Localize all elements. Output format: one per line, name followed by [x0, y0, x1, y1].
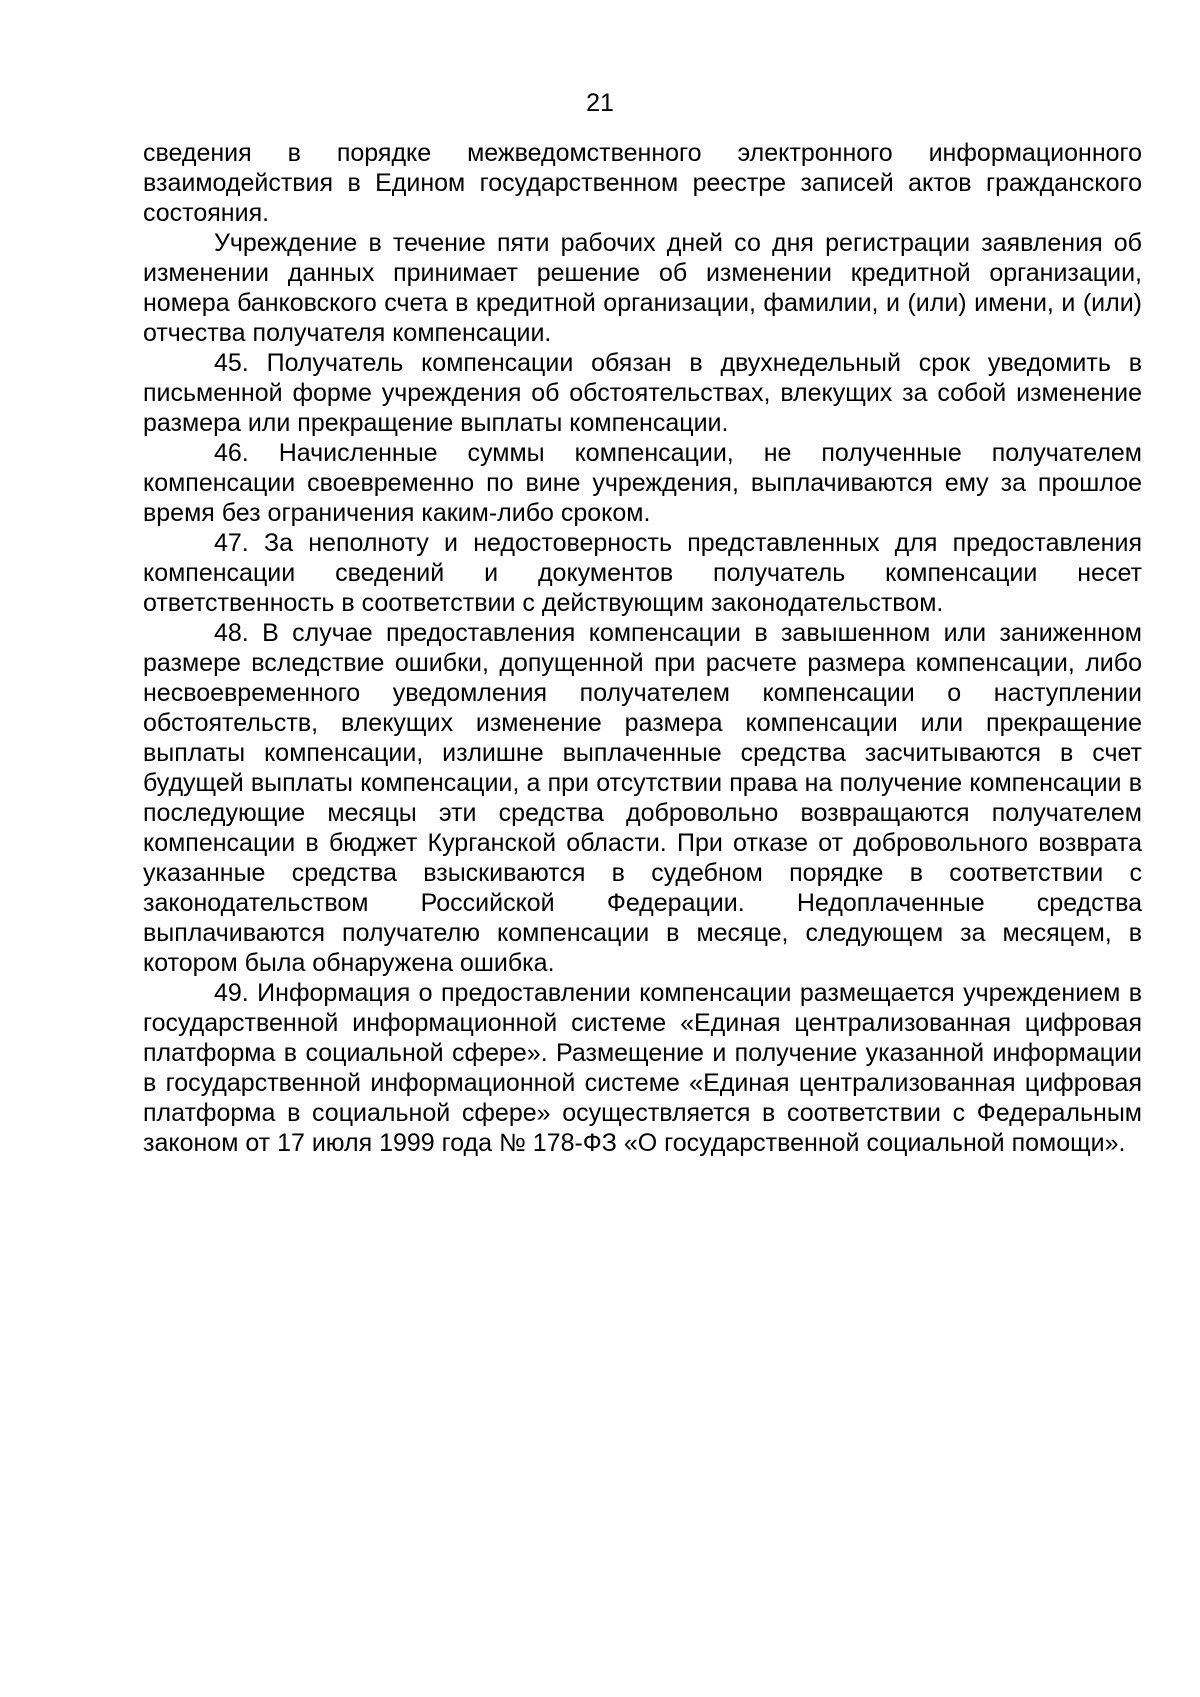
document-body: [143, 138, 1142, 1158]
page-number: 21: [586, 89, 614, 117]
paragraph-continuation: сведения в порядке межведомственного электронного информационного взаимодействия в Едином государственном реестре записей актов гражданского состояния.: [143, 139, 1142, 227]
paragraph-clause-48: 48. В случае предоставления компенсации в завышенном или заниженном размере вследствие ошибки, допущенной при расчете размера компенсации, либо несвоевременного уведомления получателем компенсации о наступлении обстоятельств, влекущих изменение размера компенсации или прекращение выплаты компенсации, излишне выплаченные средства засчитываются в счет будущей выплаты компенсации, а при отсутствии права на получение компенсации в последующие месяцы эти средства добровольно возвращаются получателем компенсации в бюджет Курганской области. При отказе от добровольного возврата указанные средства взыскиваются в судебном порядке в соответствии с законодательством Российской Федерации. Недоплаченные средства выплачиваются получателю компенсации в месяце, следующем за месяцем, в котором была обнаружена ошибка.: [143, 619, 1142, 977]
paragraph-clause-46: 46. Начисленные суммы компенсации, не полученные получателем компенсации своевременно по вине учреждения, выплачиваются ему за прошлое время без ограничения каким-либо сроком.: [143, 439, 1142, 527]
paragraph-clause-49: 49. Информация о предоставлении компенсации размещается учреждением в государственной информационной системе «Единая централизованная цифровая платформа в социальной сфере». Размещение и получение указанной информации в государственной информационной системе «Единая централизованная цифровая платформа в социальной сфере» осуществляется в соответствии с Федеральным законом от 17 июля 1999 года № 178-ФЗ «О государственной социальной помощи».: [143, 979, 1142, 1157]
paragraph-clause-47: 47. За неполноту и недостоверность представленных для предоставления компенсации сведений и документов получатель компенсации несет ответственность в соответствии с действующим законодательством.: [143, 529, 1142, 617]
paragraph-institution-decision: Учреждение в течение пяти рабочих дней со дня регистрации заявления об изменении данных принимает решение об изменении кредитной организации, номера банковского счета в кредитной организации, фамилии, и (или) имени, и (или) отчества получателя компенсации.: [143, 229, 1142, 347]
paragraph-clause-45: 45. Получатель компенсации обязан в двухнедельный срок уведомить в письменной форме учреждения об обстоятельствах, влекущих за собой изменение размера или прекращение выплаты компенсации.: [143, 349, 1142, 437]
